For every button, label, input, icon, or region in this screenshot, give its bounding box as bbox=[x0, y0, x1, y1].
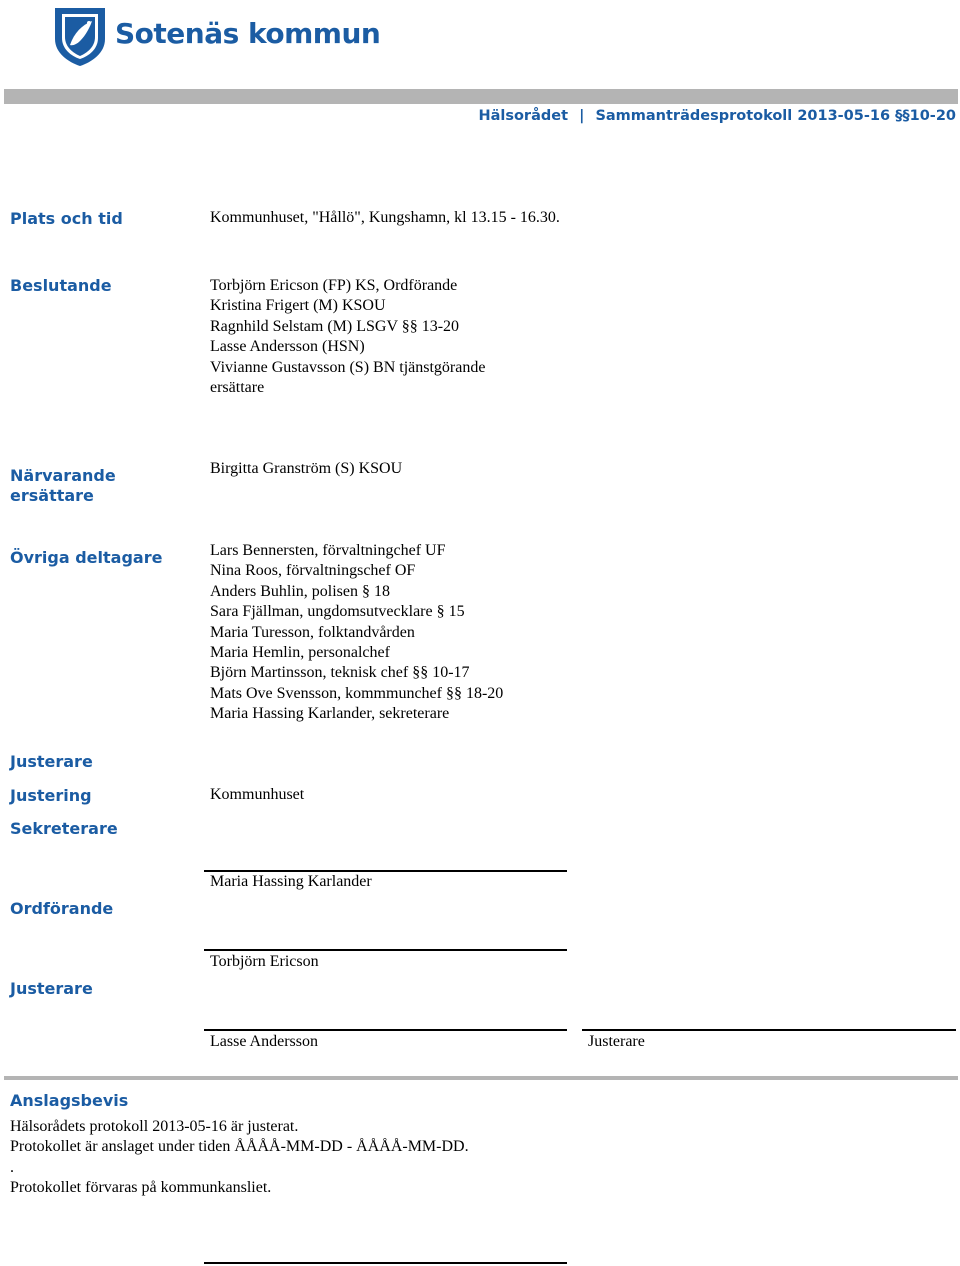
ovriga-line: Anders Buhlin, polisen § 18 bbox=[210, 582, 390, 600]
value-narvarande-ersattare: Birgitta Granström (S) KSOU bbox=[210, 460, 403, 477]
label-line: Närvarande bbox=[10, 466, 116, 485]
sotenas-logo bbox=[52, 5, 381, 67]
document-header-title bbox=[478, 108, 956, 124]
signature-name-sekreterare: Maria Hassing Karlander bbox=[210, 873, 372, 890]
header-paragraphs: §§10-20 bbox=[895, 108, 956, 124]
ovriga-line: Björn Martinsson, teknisk chef §§ 10-17 bbox=[210, 664, 470, 682]
beslutande-line: Ragnhild Selstam (M) LSGV §§ 13-20 bbox=[210, 317, 460, 335]
header-doc-type: Sammanträdesprotokoll bbox=[595, 108, 793, 124]
label-ordforande: Ordförande bbox=[10, 899, 114, 918]
beslutande-line: Vivianne Gustavsson (S) BN tjänstgörande bbox=[210, 358, 486, 376]
municipality-shield-icon bbox=[52, 5, 108, 67]
signature-line-justerare-2 bbox=[582, 1029, 956, 1031]
anslag-line: Protokollet är anslaget under tiden ÅÅÅÅ-MM-DD - ÅÅÅÅ-MM-DD. bbox=[10, 1138, 469, 1156]
label-sekreterare: Sekreterare bbox=[10, 819, 118, 838]
label-ovriga-deltagare: Övriga deltagare bbox=[10, 548, 163, 567]
logo-text: Sotenäs kommun bbox=[115, 17, 381, 50]
label-narvarande-ersattare bbox=[10, 466, 116, 506]
header-committee: Hälsorådet bbox=[478, 108, 569, 124]
value-justering: Kommunhuset bbox=[210, 786, 305, 803]
ovriga-line: Nina Roos, förvaltningschef OF bbox=[210, 562, 416, 580]
signature-name-justerare-2: Justerare bbox=[588, 1033, 645, 1050]
beslutande-line: Lasse Andersson (HSN) bbox=[210, 338, 365, 356]
header-bar bbox=[4, 89, 958, 104]
signature-line-justerare bbox=[204, 1029, 567, 1031]
header-date: 2013-05-16 bbox=[797, 108, 891, 124]
signature-name-ordforande: Torbjörn Ericson bbox=[210, 953, 319, 970]
label-plats-och-tid: Plats och tid bbox=[10, 209, 123, 228]
header-separator: | bbox=[579, 108, 585, 124]
ovriga-line: Maria Turesson, folktandvården bbox=[210, 623, 415, 641]
value-plats-och-tid: Kommunhuset, "Hållö", Kungshamn, kl 13.15 - 16.30. bbox=[210, 209, 560, 226]
label-justerare: Justerare bbox=[10, 752, 93, 771]
label-line: ersättare bbox=[10, 486, 94, 505]
label-justerare-signature: Justerare bbox=[10, 979, 93, 998]
signature-line-anslag bbox=[204, 1262, 567, 1264]
label-justering: Justering bbox=[10, 786, 92, 805]
anslagsbevis-text bbox=[10, 1117, 469, 1199]
ovriga-line: Maria Hemlin, personalchef bbox=[210, 644, 390, 662]
ovriga-line: Mats Ove Svensson, kommmunchef §§ 18-20 bbox=[210, 684, 504, 702]
beslutande-line: Kristina Frigert (M) KSOU bbox=[210, 297, 386, 315]
ovriga-line: Maria Hassing Karlander, sekreterare bbox=[210, 705, 450, 723]
signature-name-justerare: Lasse Andersson bbox=[210, 1033, 318, 1050]
anslag-line: . bbox=[10, 1158, 14, 1176]
ovriga-deltagare-list bbox=[210, 541, 503, 725]
beslutande-list bbox=[210, 276, 485, 398]
label-beslutande: Beslutande bbox=[10, 276, 112, 295]
anslagsbevis-title: Anslagsbevis bbox=[10, 1091, 129, 1110]
beslutande-line: Torbjörn Ericson (FP) KS, Ordförande bbox=[210, 277, 458, 294]
anslag-line: Protokollet förvaras på kommunkansliet. bbox=[10, 1179, 272, 1197]
beslutande-line: ersättare bbox=[210, 379, 265, 397]
ovriga-line: Lars Bennersten, förvaltningchef UF bbox=[210, 542, 446, 559]
anslag-line: Hälsorådets protokoll 2013-05-16 är justerat. bbox=[10, 1118, 299, 1135]
signature-line-ordforande bbox=[204, 949, 567, 951]
ovriga-line: Sara Fjällman, ungdomsutvecklare § 15 bbox=[210, 603, 465, 621]
anslagsbevis-divider bbox=[4, 1076, 958, 1080]
